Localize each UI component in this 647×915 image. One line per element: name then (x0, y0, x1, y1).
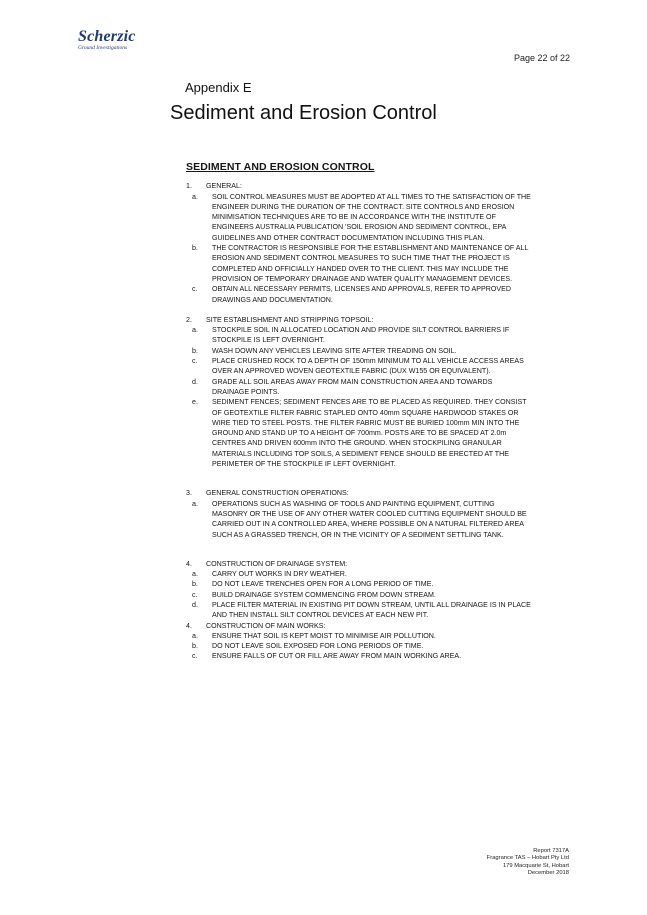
section-heading (186, 181, 531, 191)
section-number: 4. (186, 559, 192, 568)
list-item (186, 590, 531, 600)
item-text: DO NOT LEAVE SOIL EXPOSED FOR LONG PERIODS OF TIME. (212, 642, 424, 651)
item-letter: a. (192, 499, 198, 508)
list-item (186, 325, 531, 346)
section-number: 1. (186, 182, 192, 191)
list-item (186, 356, 531, 377)
item-letter: d. (192, 377, 198, 386)
item-letter: c. (192, 285, 198, 294)
footer-address: 179 Macquarie St, Hobart (502, 862, 569, 869)
section-number: 3. (186, 489, 192, 498)
section-number: 2. (186, 315, 192, 324)
item-text: SOIL CONTROL MEASURES MUST BE ADOPTED AT ALL TIMES TO THE SATISFACTION OF THE ENGINEER DURING THE DURATION OF THE CONTRACT. SITE CONTROLS AND EROSION MINIMISATION TECHNIQUES ARE TO BE IN ACCORDANCE WITH THE INSTITUTE OF ENGINEERS AUSTRALIA PUBLICATION 'SOIL EROSION AND SEDIMENT CONTROL, EPA GUIDELINES AND OTHER CONTRACT DOCUMENTATION INCLUDING THIS PLAN. (212, 192, 531, 242)
section-title: CONSTRUCTION OF DRAINAGE SYSTEM: (206, 559, 348, 568)
section-title: CONSTRUCTION OF MAIN WORKS: (206, 621, 326, 630)
section-title: SITE ESTABLISHMENT AND STRIPPING TOPSOIL: (206, 315, 374, 324)
item-text: ENSURE THAT SOIL IS KEPT MOIST TO MINIMISE AIR POLLUTION. (212, 631, 436, 640)
item-text: BUILD DRAINAGE SYSTEM COMMENCING FROM DOWN STREAM. (212, 590, 436, 599)
item-text: GRADE ALL SOIL AREAS AWAY FROM MAIN CONSTRUCTION AREA AND TOWARDS DRAINAGE POINTS. (212, 377, 493, 396)
item-letter: b. (192, 346, 198, 355)
item-text: OPERATIONS SUCH AS WASHING OF TOOLS AND PAINTING EQUIPMENT, CUTTING MASONRY OR THE USE OF ANY OTHER WATER COOLED CUTTING EQUIPMENT SHOULD BE CARRIED OUT IN A CONTROLLED AREA, WHERE POSSIBLE ON A NATURAL FILTERED AREA SUCH AS A GRASSED TRENCH, OR IN THE VICINITY OF A SEDIMENT SETTLING TANK. (212, 499, 527, 539)
item-text: STOCKPILE SOIL IN ALLOCATED LOCATION AND PROVIDE SILT CONTROL BARRIERS IF STOCKPILE IS LEFT OVERNIGHT. (212, 326, 510, 345)
item-letter: c. (192, 652, 198, 661)
section-title: GENERAL CONSTRUCTION OPERATIONS: (206, 489, 349, 498)
item-text: DO NOT LEAVE TRENCHES OPEN FOR A LONG PERIOD OF TIME. (212, 580, 434, 589)
item-letter: a. (192, 326, 198, 335)
list-item (186, 192, 531, 243)
item-text: PLACE FILTER MATERIAL IN EXISTING PIT DOWN STREAM, UNTIL ALL DRAINAGE IS IN PLACE AND THEN INSTALL SILT CONTROL DEVICES AT EACH NEW PIT. (212, 600, 531, 620)
section-heading (186, 559, 531, 569)
page-title: Sediment and Erosion Control (170, 102, 437, 124)
section-heading (186, 488, 531, 498)
item-letter: a. (192, 192, 198, 201)
footer-date: December 2018 (527, 870, 569, 877)
spec-heading: SEDIMENT AND EROSION CONTROL (186, 161, 375, 173)
company-logo (78, 28, 136, 51)
item-letter: c. (192, 357, 198, 366)
list-item (186, 569, 531, 579)
section-drainage (186, 559, 531, 621)
item-letter: c. (192, 590, 198, 599)
list-item (186, 377, 531, 398)
list-item (186, 243, 531, 284)
section-general (186, 181, 531, 305)
item-letter: a. (192, 631, 198, 640)
list-item (186, 397, 531, 469)
item-text: CARRY OUT WORKS IN DRY WEATHER. (212, 570, 347, 579)
item-letter: a. (192, 570, 198, 579)
item-text: PLACE CRUSHED ROCK TO A DEPTH OF 150mm MINIMUM TO ALL VEHICLE ACCESS AREAS OVER AN APPROVED WOVEN GEOTEXTILE FABRIC (DUX W155 OR EQUIVALENT). (212, 357, 524, 376)
specification-block (186, 162, 531, 662)
section-general-construction (186, 488, 531, 539)
list-item (186, 600, 531, 621)
section-heading (186, 315, 531, 325)
item-letter: b. (192, 642, 198, 651)
section-main-works (186, 621, 531, 662)
list-item (186, 346, 531, 356)
item-text: WASH DOWN ANY VEHICLES LEAVING SITE AFTER TREADING ON SOIL. (212, 346, 457, 355)
item-letter: b. (192, 580, 198, 589)
item-text: ENSURE FALLS OF CUT OR FILL ARE AWAY FROM MAIN WORKING AREA. (212, 652, 462, 661)
item-letter: b. (192, 244, 198, 253)
footer-report-number: Report 7317A (533, 848, 569, 854)
item-text: THE CONTRACTOR IS RESPONSIBLE FOR THE ESTABLISHMENT AND MAINTENANCE OF ALL EROSION AND SEDIMENT CONTROL MEASURES TO SUCH TIME THAT THE PROJECT IS COMPLETED AND OFFICIALLY HANDED OVER TO THE CLIENT. THIS MAY INCLUDE THE PROVISION OF TEMPORARY DRAINAGE AND WATER QUALITY MANAGEMENT DEVICES. (212, 244, 529, 283)
section-heading (186, 621, 531, 631)
page-number: Page 22 of 22 (513, 53, 570, 63)
list-item (186, 651, 531, 661)
item-letter: e. (192, 398, 198, 407)
list-item (186, 631, 531, 641)
item-letter: d. (192, 600, 198, 609)
section-number: 4. (186, 621, 192, 630)
appendix-label: Appendix E (185, 80, 252, 95)
list-item (186, 499, 531, 540)
list-item (186, 579, 531, 589)
section-title: GENERAL: (206, 182, 242, 191)
logo-tagline: Ground Investigations (78, 45, 128, 51)
footer-client: Fragrance TAS – Hobart Pty Ltd (486, 855, 569, 862)
item-text: SEDIMENT FENCES; SEDIMENT FENCES ARE TO BE PLACED AS REQUIRED. THEY CONSIST OF GEOTEXTILE FILTER FABRIC STAPLED ONTO 40mm SQUARE HARDWOOD STAKES OR WIRE TIED TO STEEL POSTS. THE FILTER FABRIC MUST BE BURIED 100mm MIN INTO THE GROUND AND STAND UP TO A HEIGHT OF 700mm. POSTS ARE TO BE SPACED AT 2.0m CENTRES AND DRIVEN 600mm INTO THE GROUND. WHEN STOCKPILING GRANULAR MATERIALS INCLUDING TOP SOILS, A SEDIMENT FENCE SHOULD BE ERECTED AT THE PERIMETER OF THE STOCKPILE IF LEFT OVERNIGHT. (212, 398, 527, 469)
report-footer (487, 848, 569, 878)
logo-name: Scherzic (78, 28, 136, 45)
item-text: OBTAIN ALL NECESSARY PERMITS, LICENSES AND APPROVALS, REFER TO APPROVED DRAWINGS AND DOCUMENTATION. (212, 285, 511, 304)
list-item (186, 284, 531, 305)
list-item (186, 641, 531, 651)
section-site-establishment (186, 315, 531, 469)
